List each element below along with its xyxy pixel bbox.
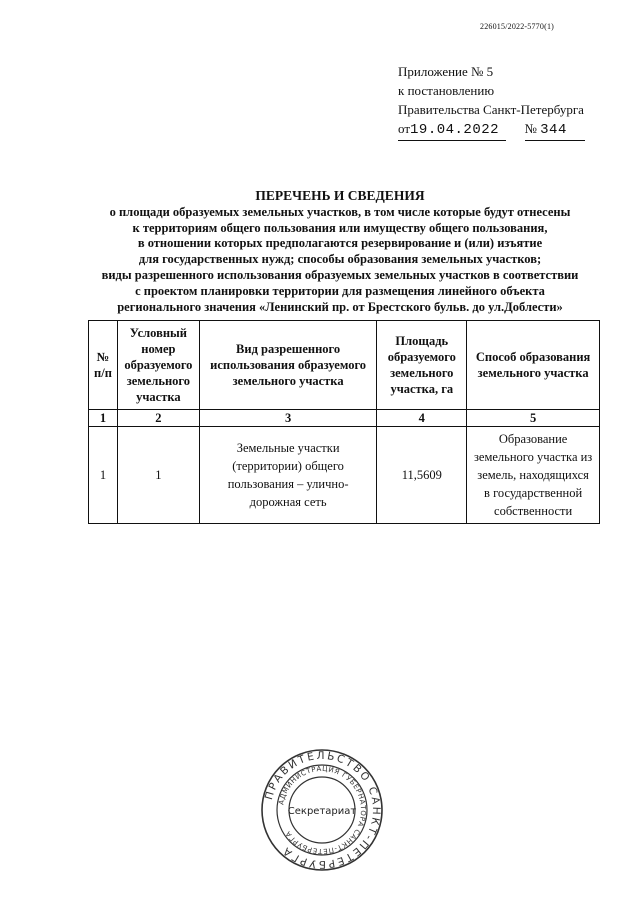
column-number: 1 — [89, 410, 118, 427]
row-permitted-use: Земельные участки (территории) общего пользования – улично-дорожная сеть — [199, 427, 376, 524]
stamp-outer-text: ПРАВИТЕЛЬСТВО САНКТ-ПЕТЕРБУРГА — [263, 749, 383, 871]
document-heading — [90, 188, 590, 315]
appendix-line-1: Приложение № 5 — [398, 64, 494, 79]
table-header-row — [89, 321, 600, 410]
appendix-line-3: Правительства Санкт-Петербурга — [398, 102, 584, 117]
column-number-row — [89, 410, 600, 427]
heading-title: ПЕРЕЧЕНЬ И СВЕДЕНИЯ — [255, 188, 425, 203]
row-method: Образование земельного участка из земель, находящихся в государственной собственности — [467, 427, 600, 524]
header-area: Площадь образуемого земельного участка, га — [377, 321, 467, 410]
heading-line: в отношении которых предполагаются резервирование и (или) изъятие — [137, 236, 543, 251]
row-plot-number: 1 — [117, 427, 199, 524]
date-prefix: от — [398, 121, 411, 136]
row-area: 11,5609 — [377, 427, 467, 524]
heading-line: регионального значения «Ленинский пр. от Брестского бульв. до ул.Доблести» — [117, 299, 563, 314]
document-number: 226015/2022-5770(1) — [480, 22, 555, 31]
heading-line: с проектом планировки территории для размещения линейного объекта — [135, 283, 545, 298]
heading-line: о площади образуемых земельных участков, в том числе которые будут отнесены — [109, 204, 571, 219]
appendix-date-line — [398, 119, 585, 141]
column-number: 2 — [117, 410, 199, 427]
header-num: № п/п — [89, 321, 118, 410]
table-row — [89, 427, 600, 524]
heading-line: к территориям общего пользования или имуществу общего пользования, — [132, 220, 548, 235]
plots-table — [88, 320, 600, 524]
column-number: 3 — [199, 410, 376, 427]
column-number: 4 — [377, 410, 467, 427]
stamp-inner-text: АДМИНИСТРАЦИЯ ГУБЕРНАТОРА САНКТ-ПЕТЕРБУРГА — [277, 764, 368, 856]
header-plot-number: Условный номер образуемого земельного участка — [117, 321, 199, 410]
stamp-center-text: Секретариат — [287, 806, 357, 817]
header-method: Способ образования земельного участка — [467, 321, 600, 410]
resolution-date: 19.04.2022 — [410, 122, 500, 138]
heading-line: виды разрешенного использования образуемых земельных участков в соответствии — [101, 267, 579, 282]
heading-line: для государственных нужд; способы образования земельных участков; — [138, 252, 542, 267]
appendix-block — [398, 62, 585, 141]
official-stamp — [260, 748, 384, 872]
number-prefix: № — [524, 121, 537, 136]
resolution-number: 344 — [540, 122, 567, 138]
column-number: 5 — [467, 410, 600, 427]
header-permitted-use: Вид разрешенного использования образуемого земельного участка — [199, 321, 376, 410]
appendix-line-2: к постановлению — [398, 83, 495, 98]
row-num: 1 — [89, 427, 118, 524]
